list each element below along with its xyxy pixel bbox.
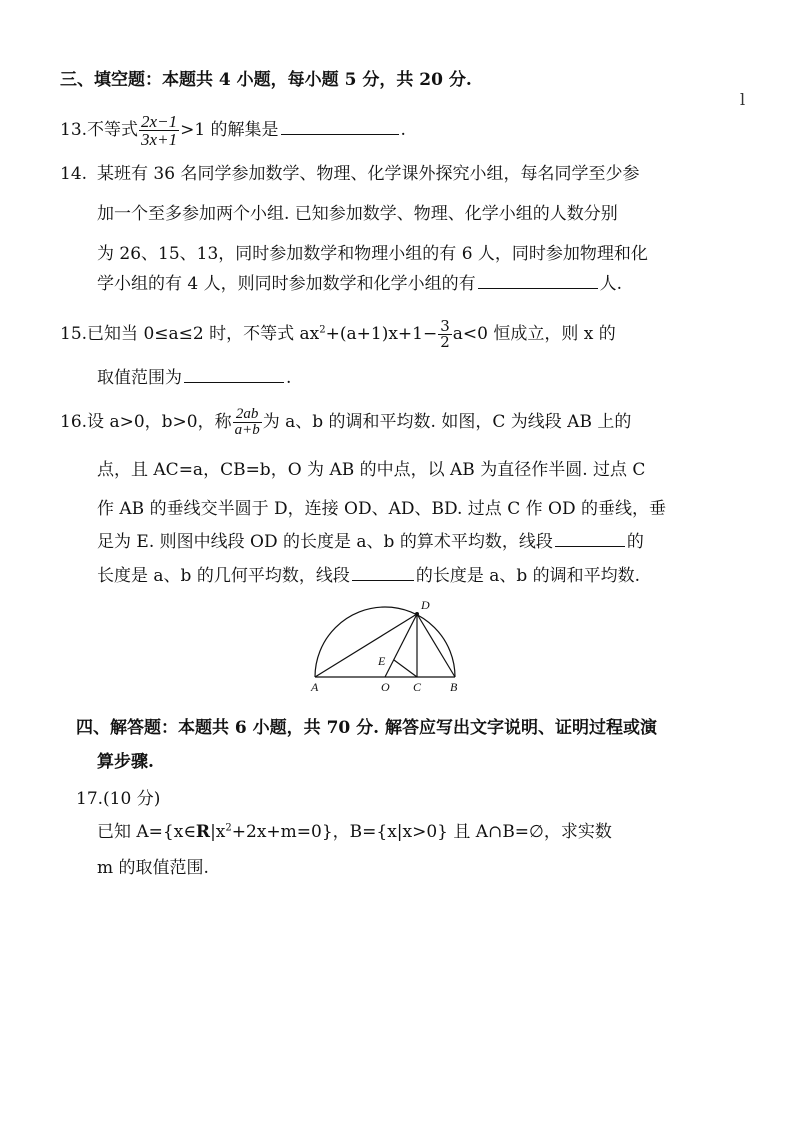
semicircle-figure bbox=[305, 595, 475, 695]
q16-line-5-b: 的长度是 a、b 的调和平均数. bbox=[415, 566, 641, 586]
section-3-heading: 三、填空题：本题共 4 小题，每小题 5 分，共 20 分. bbox=[60, 70, 472, 90]
q17-line-1 bbox=[97, 820, 612, 844]
q15-line-2-text: 取值范围为 bbox=[97, 368, 182, 388]
q14-line-4 bbox=[97, 272, 622, 296]
q16-line-4 bbox=[97, 530, 644, 554]
q13-frac-numerator: 2x−1 bbox=[141, 112, 178, 131]
question-13 bbox=[60, 110, 406, 150]
question-16 bbox=[60, 400, 631, 444]
q15-part-3: a<0 恒成立，则 x 的 bbox=[452, 324, 616, 344]
q13-end: . bbox=[400, 120, 406, 140]
q15-number: 15. bbox=[60, 324, 88, 344]
q14-line-2: 加一个至多参加两个小组. 已知参加数学、物理、化学小组的人数分别 bbox=[97, 204, 618, 224]
page-mark: l bbox=[740, 90, 746, 109]
q16-answer-blank-1[interactable] bbox=[555, 545, 625, 547]
q16-answer-blank-2[interactable] bbox=[352, 579, 414, 581]
label-C: C bbox=[413, 680, 422, 694]
q16-line-5 bbox=[97, 564, 640, 588]
label-B: B bbox=[450, 680, 458, 694]
q17-exponent: 2 bbox=[225, 822, 232, 834]
q15-line-2 bbox=[97, 366, 291, 390]
section-4-heading-line-1: 四、解答题：本题共 6 小题，共 70 分. 解答应写出文字说明、证明过程或演 bbox=[76, 718, 657, 738]
q17-points: (10 分) bbox=[103, 789, 161, 809]
segment-CE bbox=[394, 660, 417, 677]
q15-frac-denominator: 2 bbox=[440, 333, 450, 351]
q13-fraction bbox=[139, 113, 179, 148]
q16-line-2: 点，且 AC=a，CB=b，O 为 AB 的中点，以 AB 为直径作半圆. 过点 C bbox=[97, 460, 646, 480]
q16-line-5-a: 长度是 a、b 的几何平均数，线段 bbox=[97, 566, 350, 586]
q14-line-3: 为 26、15、13，同时参加数学和物理小组的有 6 人，同时参加物理和化 bbox=[97, 244, 648, 264]
q16-frac-numerator: 2ab bbox=[233, 407, 262, 423]
label-D: D bbox=[421, 598, 430, 612]
label-A: A bbox=[311, 680, 319, 694]
q15-exponent: 2 bbox=[319, 324, 326, 336]
q15-fraction bbox=[438, 319, 452, 350]
q16-line-4-text: 足为 E. 则图中线段 OD 的长度是 a、b 的算术平均数，线段 bbox=[97, 532, 553, 552]
q16-frac-denominator: a+b bbox=[234, 422, 260, 438]
q13-number: 13. bbox=[60, 120, 88, 140]
q14-answer-blank[interactable] bbox=[478, 287, 598, 289]
q15-part-1: 已知当 0≤a≤2 时，不等式 ax bbox=[87, 324, 320, 344]
q13-answer-blank[interactable] bbox=[281, 133, 399, 135]
q17-line-2: m 的取值范围. bbox=[97, 858, 209, 878]
q14-number: 14. bbox=[60, 164, 88, 184]
q15-part-2: +(a+1)x+1− bbox=[325, 324, 438, 344]
q13-frac-denominator: 3x+1 bbox=[141, 130, 178, 149]
q17-real-set-R: R bbox=[195, 822, 211, 842]
label-O: O bbox=[381, 680, 390, 694]
q13-suffix: >1 的解集是 bbox=[180, 120, 279, 140]
label-E: E bbox=[378, 654, 386, 668]
q15-frac-numerator: 3 bbox=[440, 317, 450, 335]
q15-answer-blank[interactable] bbox=[184, 381, 284, 383]
q17-line-1-c: +2x+m=0}，B={x|x>0} 且 A∩B=∅，求实数 bbox=[231, 822, 612, 842]
q16-line-4-end: 的 bbox=[626, 532, 644, 552]
q17-line-1-a: 已知 A={x∈ bbox=[97, 822, 196, 842]
point-D bbox=[415, 612, 419, 616]
q13-prefix: 不等式 bbox=[87, 120, 139, 140]
segment-AD bbox=[315, 614, 417, 677]
segment-BD bbox=[417, 614, 455, 677]
q14-line-4-end: 人. bbox=[599, 274, 623, 294]
section-4-heading-line-2: 算步骤. bbox=[97, 752, 154, 772]
question-15 bbox=[60, 312, 616, 356]
q16-number: 16. bbox=[60, 412, 88, 432]
q16-fraction bbox=[233, 407, 262, 438]
q16-part-2: 为 a、b 的调和平均数. 如图，C 为线段 AB 上的 bbox=[262, 412, 632, 432]
q17-number: 17. bbox=[76, 789, 104, 809]
q17-header bbox=[76, 787, 160, 811]
q16-line-3: 作 AB 的垂线交半圆于 D，连接 OD、AD、BD. 过点 C 作 OD 的垂线，垂 bbox=[97, 499, 667, 519]
q16-part-1: 设 a>0，b>0，称 bbox=[87, 412, 232, 432]
q14-line-4-text: 学小组的有 4 人，则同时参加数学和化学小组的有 bbox=[97, 274, 476, 294]
q15-end: . bbox=[286, 368, 292, 388]
q17-line-1-b: |x bbox=[210, 822, 226, 842]
q14-line-1: 某班有 36 名同学参加数学、物理、化学课外探究小组，每名同学至少参 bbox=[97, 164, 640, 184]
